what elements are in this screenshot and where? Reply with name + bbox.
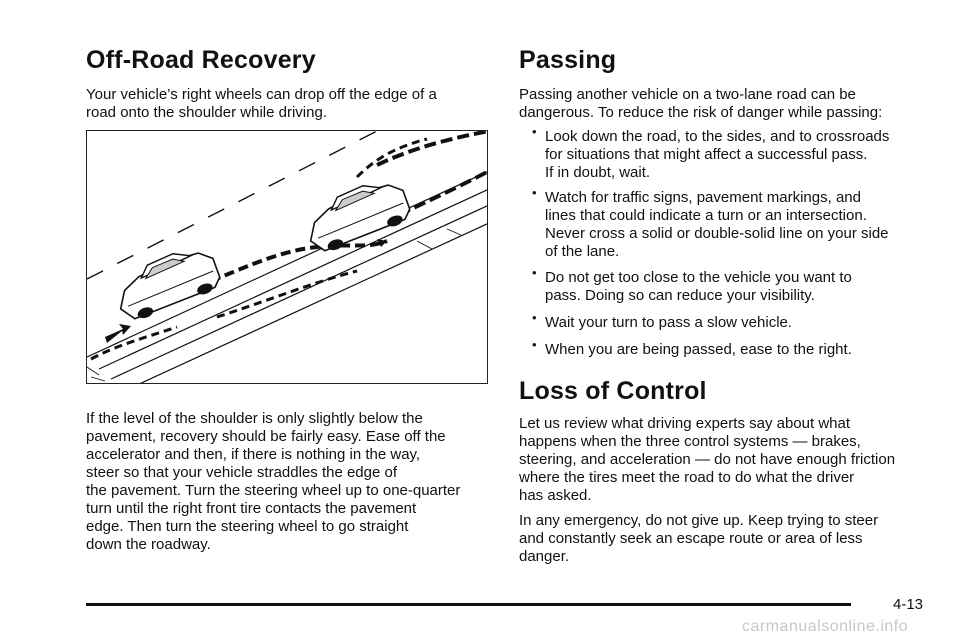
page-number: 4-13 (893, 596, 924, 613)
bullet-icon: • (532, 185, 537, 200)
loss-of-control-p1: Let us review what driving experts say about what happens when the three control systems — brakes, steering, and acceleration — do not have enough friction where the tires meet the road to do what the driver has asked. (519, 415, 896, 504)
bullet-text: Wait your turn to pass a slow vehicle. (545, 314, 793, 331)
bullet-text: Watch for traffic signs, pavement markings, and lines that could indicate a turn or an intersection. Never cross a solid or double-solid line on your side of the lane. (545, 189, 889, 260)
off-road-recovery-heading: Off-Road Recovery (86, 46, 316, 74)
loss-of-control-heading: Loss of Control (519, 377, 707, 405)
watermark: carmanualsonline.info (742, 618, 909, 635)
passing-intro: Passing another vehicle on a two-lane road can be dangerous. To reduce the risk of danger while passing: (519, 86, 883, 121)
bullet-icon: • (532, 337, 537, 352)
bullet-text: When you are being passed, ease to the right. (545, 341, 852, 358)
passing-heading: Passing (519, 46, 617, 74)
off-road-body: If the level of the shoulder is only slightly below the pavement, recovery should be fairly easy. Ease off the accelerator and then, if there is nothing in the way, steer so that your vehicle straddles the edge of the pavement. Turn the steering wheel up to one-quarter turn until the right front tire contacts the pavement edge. Then turn the steering wheel to go straight down the roadway. (86, 410, 461, 553)
off-road-recovery-illustration (86, 130, 488, 384)
loss-of-control-p2: In any emergency, do not give up. Keep trying to steer and constantly seek an escape route or area of less danger. (519, 512, 879, 565)
bullet-icon: • (532, 124, 537, 139)
bullet-text: Do not get too close to the vehicle you want to pass. Doing so can reduce your visibility. (545, 269, 852, 304)
bullet-text: Look down the road, to the sides, and to crossroads for situations that might affect a successful pass. If in doubt, wait. (545, 128, 890, 181)
off-road-intro: Your vehicle’s right wheels can drop off the edge of a road onto the shoulder while driving. (86, 86, 437, 121)
footer-rule (86, 603, 851, 606)
bullet-icon: • (532, 265, 537, 280)
bullet-icon: • (532, 310, 537, 325)
